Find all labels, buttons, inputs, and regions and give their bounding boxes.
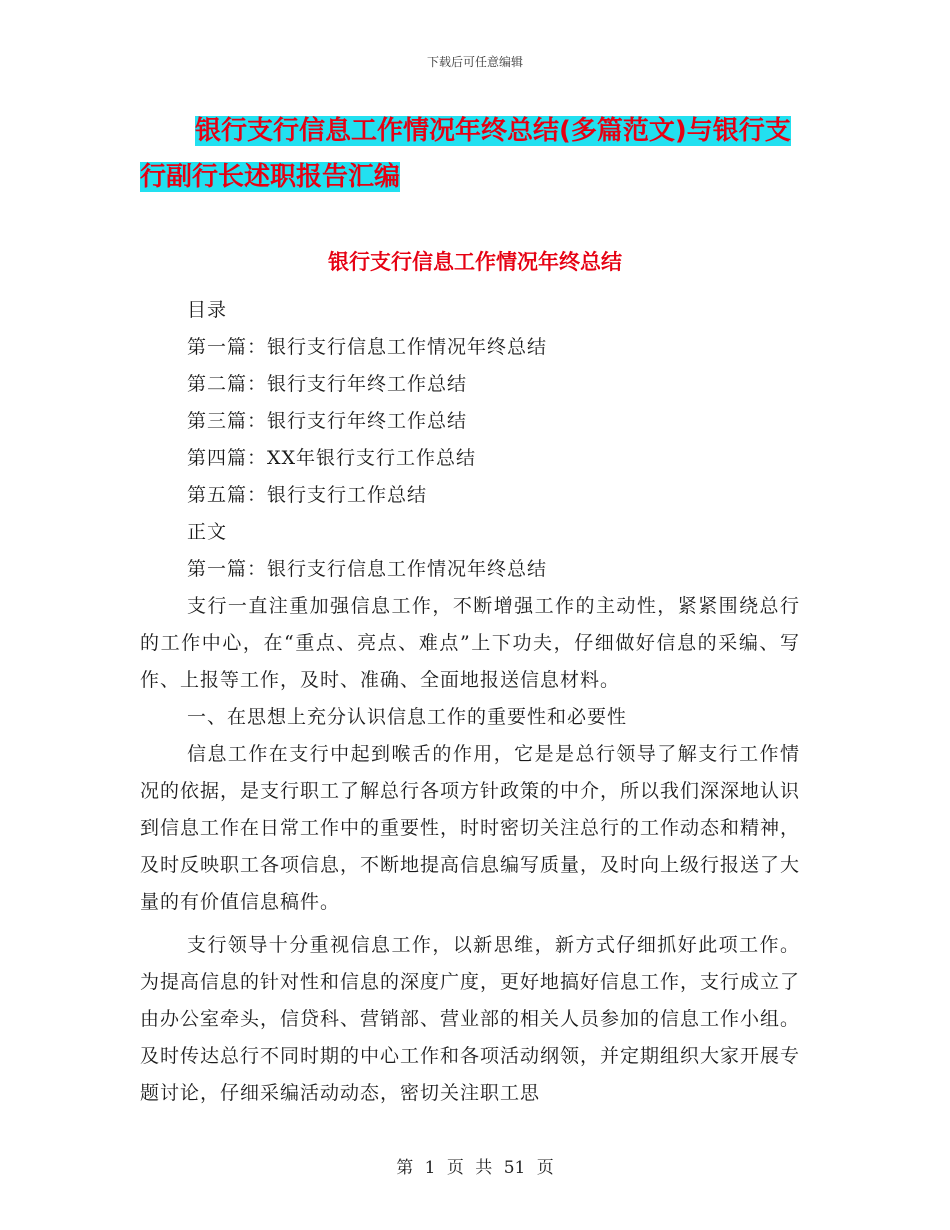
page-header-note: 下载后可任意编辑 xyxy=(426,55,523,69)
toc-item: 第四篇：XX年银行支行工作总结 xyxy=(187,447,477,469)
toc-item: 第一篇：银行支行信息工作情况年终总结 xyxy=(187,336,548,358)
toc-item: 第三篇：银行支行年终工作总结 xyxy=(187,410,468,432)
toc-heading: 目录 xyxy=(187,299,228,321)
body-paragraph: 支行一直注重加强信息工作，不断增强工作的主动性，紧紧围绕总行的工作中心，在“重点、亮点、难点”上下功夫，仔细做好信息的采编、写作、上报等工作，及时、准确、全面地报送信息材料。 xyxy=(140,595,800,691)
document-title-line-2 xyxy=(140,154,820,200)
title-highlight-1: 银行支行信息工作情况年终总结(多篇范文)与银行支 xyxy=(195,116,791,146)
part-title: 第一篇：银行支行信息工作情况年终总结 xyxy=(187,558,548,580)
paragraph-heading: 一、在思想上充分认识信息工作的重要性和必要性 xyxy=(187,706,628,728)
page-number-footer: 第 1 页 共 51 页 xyxy=(396,1158,554,1178)
toc-item: 第五篇：银行支行工作总结 xyxy=(187,484,428,506)
document-title xyxy=(140,108,820,200)
section-label: 正文 xyxy=(187,521,228,543)
body-paragraph: 支行领导十分重视信息工作，以新思维，新方式仔细抓好此项工作。为提高信息的针对性和信息的深度广度，更好地搞好信息工作，支行成立了由办公室牵头，信贷科、营销部、营业部的相关人员参加的信息工作小组。及时传达总行不同时期的中心工作和各项活动纲领，并定期组织大家开展专题讨论，仔细采编活动动态，密切关注职工思 xyxy=(140,934,801,1104)
title-highlight-2: 行副行长述职报告汇编 xyxy=(140,162,401,192)
section-title: 银行支行信息工作情况年终总结 xyxy=(328,250,622,274)
document-title-line-1 xyxy=(140,108,820,154)
document-body xyxy=(140,292,800,1112)
toc-item: 第二篇：银行支行年终工作总结 xyxy=(187,373,468,395)
body-paragraph: 信息工作在支行中起到喉舌的作用，它是是总行领导了解支行工作情况的依据，是支行职工了解总行各项方针政策的中介，所以我们深深地认识到信息工作在日常工作中的重要性，时时密切关注总行的工作动态和精神，及时反映职工各项信息，不断地提高信息编写质量，及时向上级行报送了大量的有价值信息稿件。 xyxy=(140,743,801,913)
